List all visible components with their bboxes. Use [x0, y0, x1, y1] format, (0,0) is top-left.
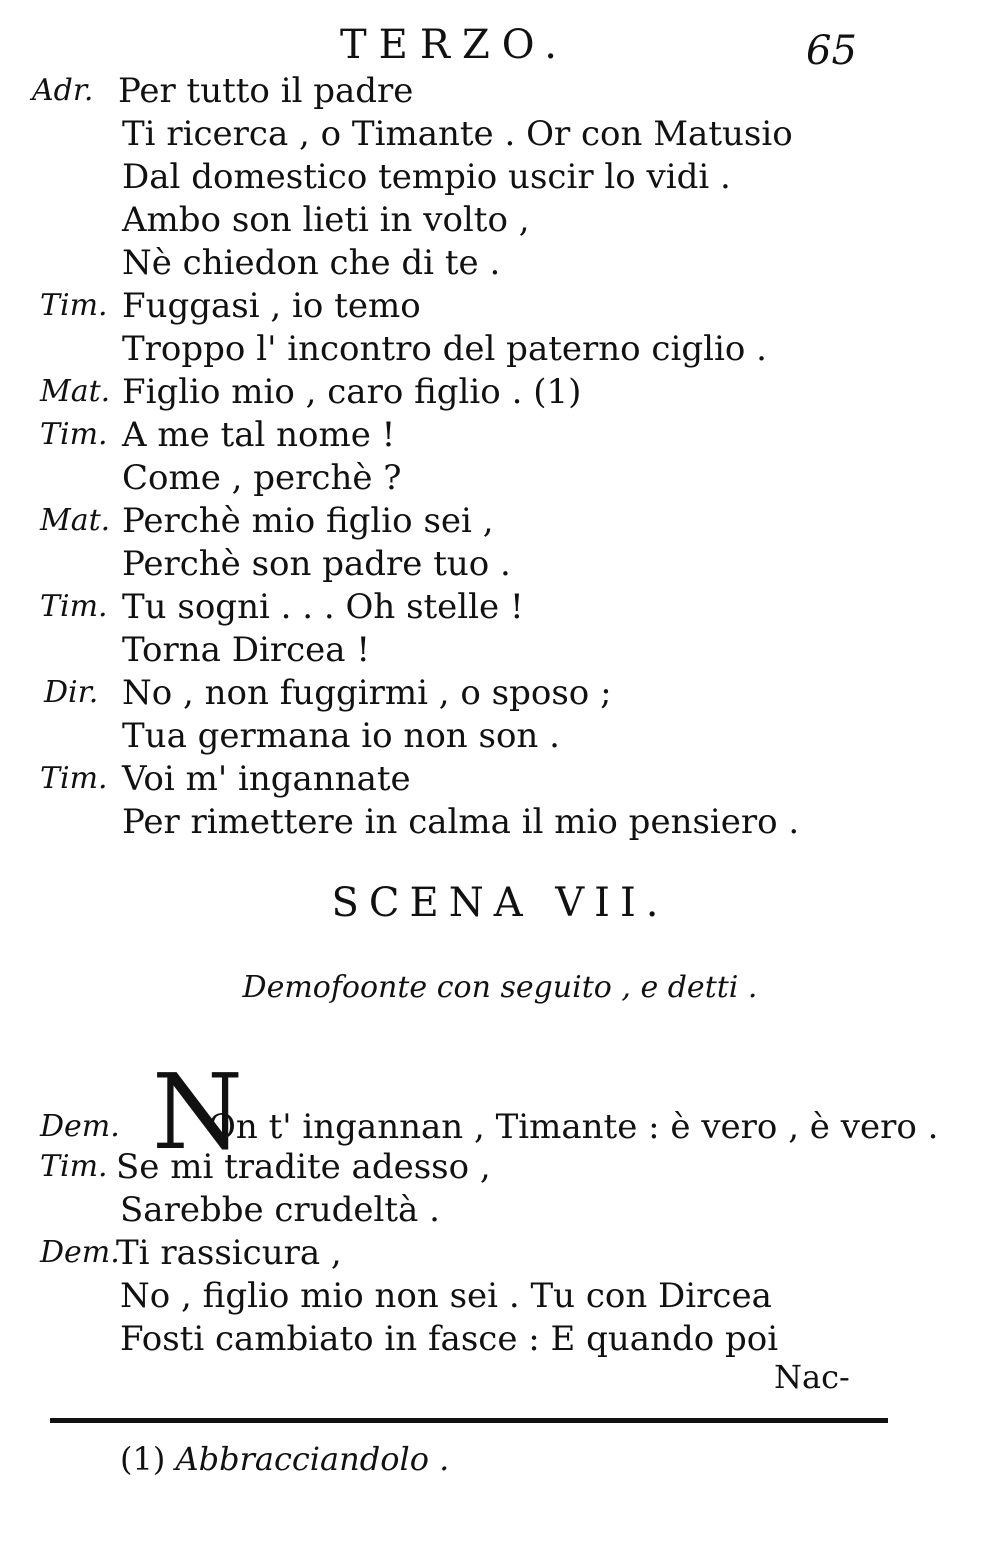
verse-text: Voi m' ingannate — [122, 759, 411, 799]
verse-text: Nè chiedon che di te . — [122, 243, 501, 283]
footnote-rule — [50, 1418, 888, 1423]
verse-text: No , non fuggirmi , o sposo ; — [122, 673, 612, 713]
speaker-label: Dem. — [40, 1235, 120, 1270]
verse-text: Figlio mio , caro figlio . (1) — [122, 372, 582, 412]
drop-cap-initial: N — [152, 1051, 243, 1173]
scene-title: SCENA VII. — [331, 880, 669, 926]
speaker-label: Tim. — [40, 417, 108, 452]
verse-text: Torna Dircea ! — [122, 630, 371, 670]
verse-text: Per tutto il padre — [118, 71, 414, 111]
verse-text: Ambo son lieti in volto , — [122, 200, 530, 240]
verse-text: Troppo l' incontro del paterno ciglio . — [122, 329, 767, 369]
verse-text: On t' ingannan , Timante : è vero , è vero . — [208, 1107, 939, 1147]
verse-text: Come , perchè ? — [122, 458, 402, 498]
verse-text: Per rimettere in calma il mio pensiero . — [122, 802, 800, 842]
verse-text: Tu sogni . . . Oh stelle ! — [122, 587, 524, 627]
speaker-label: Tim. — [40, 288, 108, 323]
speaker-label: Tim. — [40, 761, 108, 796]
stage-direction: Demofoonte con seguito , e detti . — [242, 970, 758, 1005]
speaker-label: Mat. — [40, 503, 111, 538]
speaker-label: Adr. — [32, 73, 94, 108]
footnote-text: Abbracciandolo . — [175, 1440, 450, 1478]
verse-text: Ti ricerca , o Timante . Or con Matusio — [122, 114, 793, 154]
speaker-label: Dir. — [44, 675, 99, 710]
verse-text: Tua germana io non son . — [122, 716, 560, 756]
verse-text: Perchè mio figlio sei , — [122, 501, 494, 541]
verse-text: Sarebbe crudeltà . — [120, 1190, 440, 1230]
running-head — [0, 22, 1000, 72]
verse-text: A me tal nome ! — [122, 415, 396, 455]
footnote — [120, 1440, 449, 1478]
verse-text: Perchè son padre tuo . — [122, 544, 511, 584]
verse-text: Ti rassicura , — [116, 1233, 342, 1273]
speaker-label: Dem. — [40, 1109, 120, 1144]
verse-text: Se mi tradite adesso , — [116, 1147, 491, 1187]
verse-text: No , figlio mio non sei . Tu con Dircea — [120, 1276, 772, 1316]
verse-text: Fosti cambiato in fasce : E quando poi — [120, 1319, 779, 1359]
footnote-marker: (1) — [120, 1440, 166, 1478]
verse-text: Dal domestico tempio uscir lo vidi . — [122, 157, 731, 197]
speaker-label: Tim. — [40, 589, 108, 624]
running-title: TERZO. — [340, 22, 569, 68]
speaker-label: Tim. — [40, 1149, 108, 1184]
speaker-label: Mat. — [40, 374, 111, 409]
page-number: 65 — [806, 28, 857, 74]
catchword: Nac- — [774, 1358, 850, 1396]
verse-text: Fuggasi , io temo — [122, 286, 421, 326]
